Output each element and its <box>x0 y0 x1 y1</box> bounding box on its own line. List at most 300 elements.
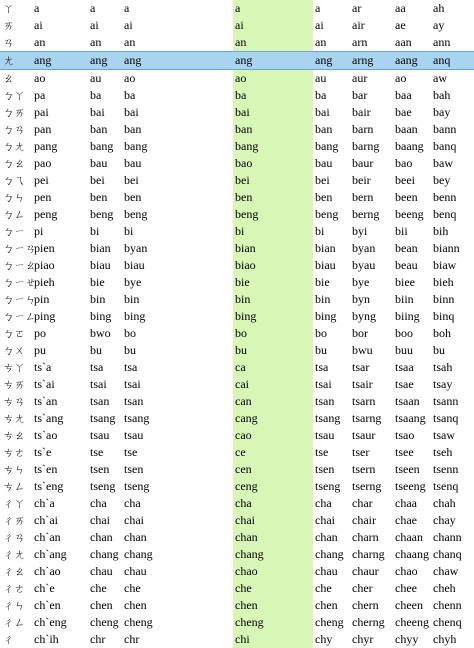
cell-empty1 <box>156 0 233 17</box>
cell-mps2: ben <box>124 190 142 204</box>
cell-wade_giles: ch`ang <box>34 547 67 561</box>
cell-hanyu_pinyin: che <box>233 580 313 597</box>
cell-gr_tone3: cheen <box>395 598 423 612</box>
cell-gr_tone4: biaw <box>433 258 457 272</box>
cell-gr_tone4: bey <box>433 173 451 187</box>
cell-gr_tone2: tsar <box>352 360 370 374</box>
cell-wade_giles: ts`en <box>34 462 58 476</box>
cell-gr_tone2: byau <box>352 258 376 272</box>
cell-mps2: bye <box>124 275 142 289</box>
table-row[interactable] <box>0 342 474 359</box>
cell-gr_tone1: an <box>315 35 327 49</box>
cell-mps2: biau <box>124 258 145 272</box>
cell-gr_tone2: chaur <box>352 564 379 578</box>
cell-hanyu_pinyin: cen <box>233 461 313 478</box>
cell-zhuyin: ㄅㄧㄝ <box>3 276 36 289</box>
cell-wade_giles: piao <box>34 258 55 272</box>
cell-hanyu_pinyin: bing <box>233 308 313 325</box>
cell-empty1 <box>156 121 233 138</box>
cell-gr_tone2: arng <box>350 52 393 70</box>
cell-hanyu_pinyin: an <box>233 34 313 52</box>
cell-hanyu_pinyin: bai <box>233 104 313 121</box>
cell-gr_tone1: ban <box>315 122 333 136</box>
cell-gr_tone2: byn <box>352 292 370 306</box>
cell-gr_tone4: chah <box>433 496 456 510</box>
cell-yale: chau <box>90 564 113 578</box>
cell-zhuyin: ㄞ <box>3 19 14 32</box>
cell-yale: tsa <box>90 360 104 374</box>
cell-wade_giles: ch`ao <box>34 564 61 578</box>
cell-wade_giles: ch`an <box>34 530 61 544</box>
cell-gr_tone1: tsai <box>315 377 332 391</box>
table-row[interactable] <box>0 461 474 478</box>
cell-gr_tone2: chern <box>352 598 379 612</box>
cell-zhuyin: ㄔㄚ <box>3 497 25 510</box>
table-row[interactable] <box>0 529 474 546</box>
cell-gr_tone1: chau <box>315 564 338 578</box>
cell-yale: che <box>90 581 107 595</box>
cell-wade_giles: ts`a <box>34 360 52 374</box>
cell-gr_tone2: byi <box>352 224 368 238</box>
cell-mps2: tsang <box>124 411 150 425</box>
cell-gr_tone4: chenn <box>433 598 462 612</box>
cell-empty1 <box>156 546 233 563</box>
cell-gr_tone4: aw <box>433 71 447 85</box>
cell-gr_tone1: tsau <box>315 428 335 442</box>
cell-gr_tone2: bye <box>352 275 370 289</box>
table-row[interactable] <box>0 70 474 88</box>
cell-hanyu_pinyin: bi <box>233 223 313 240</box>
cell-empty1 <box>156 478 233 495</box>
cell-yale: bu <box>90 343 102 357</box>
cell-hanyu_pinyin: can <box>233 393 313 410</box>
cell-empty1 <box>156 461 233 478</box>
cell-gr_tone4: tsah <box>433 360 453 374</box>
table-row[interactable] <box>0 478 474 495</box>
cell-gr_tone4: bih <box>433 224 449 238</box>
cell-yale: bai <box>90 105 105 119</box>
cell-gr_tone4: biann <box>433 241 460 255</box>
cell-gr_tone1: ai <box>315 18 324 32</box>
table-row[interactable] <box>0 223 474 240</box>
cell-gr_tone4: tseh <box>433 445 453 459</box>
table-row[interactable] <box>0 597 474 614</box>
cell-yale: a <box>90 1 96 15</box>
cell-empty1 <box>156 614 233 631</box>
cell-wade_giles: pan <box>34 122 52 136</box>
cell-gr_tone1: bi <box>315 224 325 238</box>
cell-zhuyin: ㄔㄠ <box>3 565 25 578</box>
cell-mps2: bu <box>124 343 136 357</box>
cell-hanyu_pinyin: bu <box>233 342 313 359</box>
cell-empty1 <box>156 427 233 444</box>
cell-empty1 <box>156 223 233 240</box>
cell-gr_tone2: tsair <box>352 377 373 391</box>
table-row[interactable] <box>0 206 474 223</box>
cell-gr_tone4: chaw <box>433 564 459 578</box>
cell-mps2: bei <box>124 173 139 187</box>
cell-empty1 <box>156 104 233 121</box>
table-row[interactable] <box>0 52 474 70</box>
cell-wade_giles: ts`an <box>34 394 58 408</box>
cell-empty1 <box>156 257 233 274</box>
cell-gr_tone1: tsang <box>315 411 341 425</box>
cell-empty1 <box>156 580 233 597</box>
cell-yale: beng <box>90 207 114 221</box>
cell-gr_tone3: bao <box>395 156 413 170</box>
table-row[interactable] <box>0 155 474 172</box>
cell-empty1 <box>156 631 233 648</box>
table-row[interactable] <box>0 274 474 291</box>
cell-gr_tone4: benn <box>433 190 457 204</box>
cell-gr_tone1: cha <box>315 496 332 510</box>
cell-zhuyin: ㄔ <box>3 633 14 646</box>
cell-gr_tone3: biin <box>395 292 414 306</box>
cell-hanyu_pinyin: chen <box>233 597 313 614</box>
cell-gr_tone2: baur <box>352 156 374 170</box>
cell-zhuyin: ㄔㄥ <box>3 616 25 629</box>
cell-wade_giles: ts`ai <box>34 377 55 391</box>
cell-wade_giles: pin <box>34 292 50 306</box>
cell-empty1 <box>156 359 233 376</box>
cell-mps2: beng <box>124 207 148 221</box>
table-row[interactable] <box>0 240 474 257</box>
table-row[interactable] <box>0 308 474 325</box>
cell-gr_tone2: tsaur <box>352 428 376 442</box>
table-row[interactable] <box>0 563 474 580</box>
cell-gr_tone1: bai <box>315 105 330 119</box>
cell-empty1 <box>156 274 233 291</box>
table-row[interactable] <box>0 393 474 410</box>
cell-gr_tone1: chai <box>315 513 335 527</box>
cell-mps2: ang <box>122 52 156 70</box>
cell-zhuyin: ㄅㄥ <box>3 208 25 221</box>
cell-gr_tone3: ao <box>395 71 407 85</box>
cell-gr_tone2: berng <box>352 207 380 221</box>
cell-mps2: byan <box>124 241 148 255</box>
cell-wade_giles: pai <box>34 105 49 119</box>
table-row[interactable] <box>0 257 474 274</box>
cell-gr_tone2: barn <box>352 122 374 136</box>
cell-empty1 <box>156 87 233 104</box>
cell-mps2: bai <box>124 105 139 119</box>
cell-hanyu_pinyin: chai <box>233 512 313 529</box>
cell-hanyu_pinyin: ao <box>233 70 313 88</box>
cell-wade_giles: ang <box>32 52 88 70</box>
cell-mps2: tsau <box>124 428 144 442</box>
cell-gr_tone2: chair <box>352 513 376 527</box>
cell-hanyu_pinyin: ba <box>233 87 313 104</box>
cell-gr_tone2: beir <box>352 173 371 187</box>
cell-gr_tone2: cherng <box>352 615 385 629</box>
cell-mps2: ao <box>124 71 136 85</box>
cell-zhuyin: ㄅㄤ <box>3 140 25 153</box>
cell-gr_tone2: bor <box>352 326 368 340</box>
cell-yale: bwo <box>90 326 111 340</box>
table-row[interactable] <box>0 359 474 376</box>
cell-zhuyin: ㄘㄥ <box>3 480 25 493</box>
cell-gr_tone3: boo <box>395 326 413 340</box>
cell-hanyu_pinyin: bin <box>233 291 313 308</box>
cell-gr_tone1: beng <box>315 207 339 221</box>
cell-gr_tone3: beeng <box>395 207 424 221</box>
cell-mps2: tsa <box>124 360 138 374</box>
cell-empty1 <box>156 342 233 359</box>
cell-gr_tone4: tsaw <box>433 428 455 442</box>
cell-yale: ba <box>90 88 102 102</box>
cell-zhuyin: ㄤ <box>0 52 32 70</box>
cell-zhuyin: ㄔㄞ <box>3 514 25 527</box>
cell-zhuyin: ㄅㄛ <box>3 327 25 340</box>
cell-gr_tone1: bu <box>315 343 327 357</box>
cell-gr_tone1: bing <box>315 309 337 323</box>
cell-gr_tone4: chenq <box>433 615 462 629</box>
cell-gr_tone1: tsan <box>315 394 335 408</box>
cell-mps2: chau <box>124 564 147 578</box>
cell-wade_giles: ts`ao <box>34 428 58 442</box>
cell-hanyu_pinyin: bian <box>233 240 313 257</box>
cell-gr_tone2: tsarn <box>352 394 376 408</box>
cell-gr_tone4: binn <box>433 292 455 306</box>
cell-gr_tone3: been <box>395 190 418 204</box>
table-row[interactable] <box>0 189 474 206</box>
cell-zhuyin: ㄅㄧㄣ <box>3 293 36 306</box>
table-row[interactable] <box>0 87 474 104</box>
cell-hanyu_pinyin: bo <box>233 325 313 342</box>
table-row[interactable] <box>0 427 474 444</box>
cell-gr_tone1: bo <box>315 326 327 340</box>
cell-yale: ben <box>90 190 108 204</box>
cell-zhuyin: ㄔㄤ <box>3 548 25 561</box>
cell-hanyu_pinyin: chan <box>233 529 313 546</box>
cell-yale: tseng <box>90 479 116 493</box>
cell-wade_giles: ai <box>34 18 43 32</box>
cell-mps2: cha <box>124 496 141 510</box>
cell-hanyu_pinyin: chao <box>233 563 313 580</box>
cell-gr_tone4: bann <box>433 122 457 136</box>
cell-mps2: an <box>124 35 136 49</box>
cell-gr_tone2: bair <box>352 105 371 119</box>
cell-hanyu_pinyin: ca <box>233 359 313 376</box>
cell-zhuyin: ㄅㄣ <box>3 191 25 204</box>
cell-empty1 <box>156 70 233 88</box>
table-row[interactable] <box>0 512 474 529</box>
cell-empty1 <box>156 17 233 34</box>
cell-gr_tone4: tsay <box>433 377 453 391</box>
cell-gr_tone3: tseen <box>395 462 420 476</box>
table-row[interactable] <box>0 614 474 631</box>
cell-gr_tone1: cheng <box>315 615 344 629</box>
table-row[interactable] <box>0 34 474 52</box>
cell-gr_tone3: biee <box>395 275 415 289</box>
cell-yale: bin <box>90 292 106 306</box>
cell-zhuyin: ㄔㄜ <box>3 582 25 595</box>
cell-empty1 <box>156 512 233 529</box>
cell-gr_tone3: baan <box>395 122 418 136</box>
cell-hanyu_pinyin: chang <box>233 546 313 563</box>
cell-mps2: chen <box>124 598 147 612</box>
cell-gr_tone3: tsaa <box>395 360 414 374</box>
cell-gr_tone2: bar <box>352 88 368 102</box>
table-row[interactable] <box>0 291 474 308</box>
table-row[interactable] <box>0 172 474 189</box>
cell-mps2: tsai <box>124 377 141 391</box>
cell-wade_giles: ts`e <box>34 445 52 459</box>
cell-yale: tsau <box>90 428 110 442</box>
cell-gr_tone4: ann <box>433 35 451 49</box>
cell-gr_tone3: ae <box>395 18 406 32</box>
cell-gr_tone4: chyh <box>433 632 457 646</box>
cell-gr_tone1: bin <box>315 292 331 306</box>
cell-gr_tone1: ben <box>315 190 333 204</box>
cell-wade_giles: pao <box>34 156 52 170</box>
cell-yale: tsan <box>90 394 110 408</box>
cell-yale: an <box>90 35 102 49</box>
table-row[interactable] <box>0 495 474 512</box>
cell-gr_tone3: tsaang <box>395 411 426 425</box>
cell-mps2: tseng <box>124 479 150 493</box>
cell-gr_tone4: baw <box>433 156 453 170</box>
cell-hanyu_pinyin: a <box>233 0 313 17</box>
cell-gr_tone1: che <box>315 581 332 595</box>
cell-gr_tone1: tsa <box>315 360 329 374</box>
cell-yale: chen <box>90 598 113 612</box>
cell-gr_tone2: charng <box>352 547 385 561</box>
cell-mps2: chr <box>124 632 140 646</box>
cell-wade_giles: a <box>34 1 40 15</box>
cell-gr_tone1: bau <box>315 156 333 170</box>
table-row[interactable] <box>0 138 474 155</box>
cell-mps2: bang <box>124 139 148 153</box>
cell-zhuyin: ㄅㄧㄥ <box>3 310 36 323</box>
cell-wade_giles: ch`a <box>34 496 55 510</box>
cell-mps2: cheng <box>124 615 153 629</box>
cell-gr_tone3: aang <box>393 52 431 70</box>
cell-gr_tone2: byan <box>352 241 376 255</box>
cell-hanyu_pinyin: cang <box>233 410 313 427</box>
cell-gr_tone1: chen <box>315 598 338 612</box>
cell-gr_tone2: barng <box>352 139 380 153</box>
cell-yale: tsang <box>90 411 116 425</box>
cell-gr_tone4: boh <box>433 326 451 340</box>
cell-mps2: ban <box>124 122 142 136</box>
cell-zhuyin: ㄔㄣ <box>3 599 25 612</box>
table-row[interactable] <box>0 325 474 342</box>
cell-gr_tone4: tsann <box>433 394 459 408</box>
cell-empty1 <box>156 291 233 308</box>
cell-yale: cheng <box>90 615 119 629</box>
cell-gr_tone3: bean <box>395 241 418 255</box>
cell-empty1 <box>156 206 233 223</box>
cell-wade_giles: ping <box>34 309 56 323</box>
table-row[interactable] <box>0 546 474 563</box>
cell-gr_tone2: air <box>352 18 365 32</box>
cell-gr_tone1: ang <box>313 52 350 70</box>
cell-hanyu_pinyin: ceng <box>233 478 313 495</box>
cell-gr_tone2: tserng <box>352 479 382 493</box>
table-row[interactable] <box>0 121 474 138</box>
cell-gr_tone3: tsao <box>395 428 415 442</box>
cell-mps2: bo <box>124 326 136 340</box>
cell-zhuyin: ㄘㄤ <box>3 412 25 425</box>
cell-mps2: che <box>124 581 141 595</box>
cell-hanyu_pinyin: ce <box>233 444 313 461</box>
cell-zhuyin: ㄘㄜ <box>3 446 25 459</box>
table-row[interactable] <box>0 0 474 17</box>
cell-gr_tone4: benq <box>433 207 457 221</box>
cell-yale: au <box>90 71 102 85</box>
cell-hanyu_pinyin: ai <box>233 17 313 34</box>
cell-mps2: chang <box>124 547 153 561</box>
table-row[interactable] <box>0 631 474 648</box>
cell-empty1 <box>156 410 233 427</box>
cell-hanyu_pinyin: biao <box>233 257 313 274</box>
cell-wade_giles: ch`eng <box>34 615 67 629</box>
cell-mps2: chan <box>124 530 147 544</box>
cell-gr_tone4: bieh <box>433 275 454 289</box>
cell-hanyu_pinyin: cheng <box>233 614 313 631</box>
cell-mps2: ai <box>124 18 133 32</box>
cell-gr_tone1: tse <box>315 445 329 459</box>
cell-empty1 <box>156 597 233 614</box>
table-row[interactable] <box>0 376 474 393</box>
cell-wade_giles: pang <box>34 139 58 153</box>
cell-empty1 <box>156 444 233 461</box>
cell-gr_tone3: beau <box>395 258 418 272</box>
cell-yale: chr <box>90 632 106 646</box>
cell-empty1 <box>156 376 233 393</box>
cell-gr_tone4: ah <box>433 1 445 15</box>
cell-zhuyin: ㄅㄚ <box>3 89 25 102</box>
cell-yale: ai <box>90 18 99 32</box>
cell-gr_tone2: chyr <box>352 632 374 646</box>
cell-yale: bei <box>90 173 105 187</box>
cell-hanyu_pinyin: bang <box>233 138 313 155</box>
table-row[interactable] <box>0 104 474 121</box>
cell-gr_tone4: bay <box>433 105 451 119</box>
cell-zhuyin: ㄅㄢ <box>3 123 25 136</box>
cell-empty1 <box>156 393 233 410</box>
cell-gr_tone3: buu <box>395 343 413 357</box>
table-row[interactable] <box>0 444 474 461</box>
cell-gr_tone4: bu <box>433 343 445 357</box>
cell-zhuyin: ㄅㄟ <box>3 174 25 187</box>
cell-zhuyin: ㄅㄧㄠ <box>3 259 36 272</box>
cell-gr_tone3: tsee <box>395 445 414 459</box>
cell-zhuyin: ㄚ <box>3 2 14 15</box>
cell-gr_tone2: byng <box>352 309 376 323</box>
cell-gr_tone3: aa <box>395 1 406 15</box>
cell-gr_tone1: bian <box>315 241 336 255</box>
cell-yale: tse <box>90 445 104 459</box>
table-row[interactable] <box>0 17 474 34</box>
cell-wade_giles: pien <box>34 241 55 255</box>
cell-mps2: chai <box>124 513 144 527</box>
cell-yale: bi <box>90 224 100 238</box>
cell-yale: bian <box>90 241 111 255</box>
cell-gr_tone4: binq <box>433 309 455 323</box>
cell-gr_tone1: tsen <box>315 462 335 476</box>
cell-zhuyin: ㄘㄢ <box>3 395 25 408</box>
cell-yale: bing <box>90 309 112 323</box>
table-row[interactable] <box>0 580 474 597</box>
cell-gr_tone4: ay <box>433 18 445 32</box>
cell-zhuyin: ㄔㄢ <box>3 531 25 544</box>
cell-zhuyin: ㄅㄧㄢ <box>3 242 36 255</box>
cell-gr_tone1: au <box>315 71 327 85</box>
cell-zhuyin: ㄅㄧ <box>3 225 25 238</box>
table-row[interactable] <box>0 410 474 427</box>
